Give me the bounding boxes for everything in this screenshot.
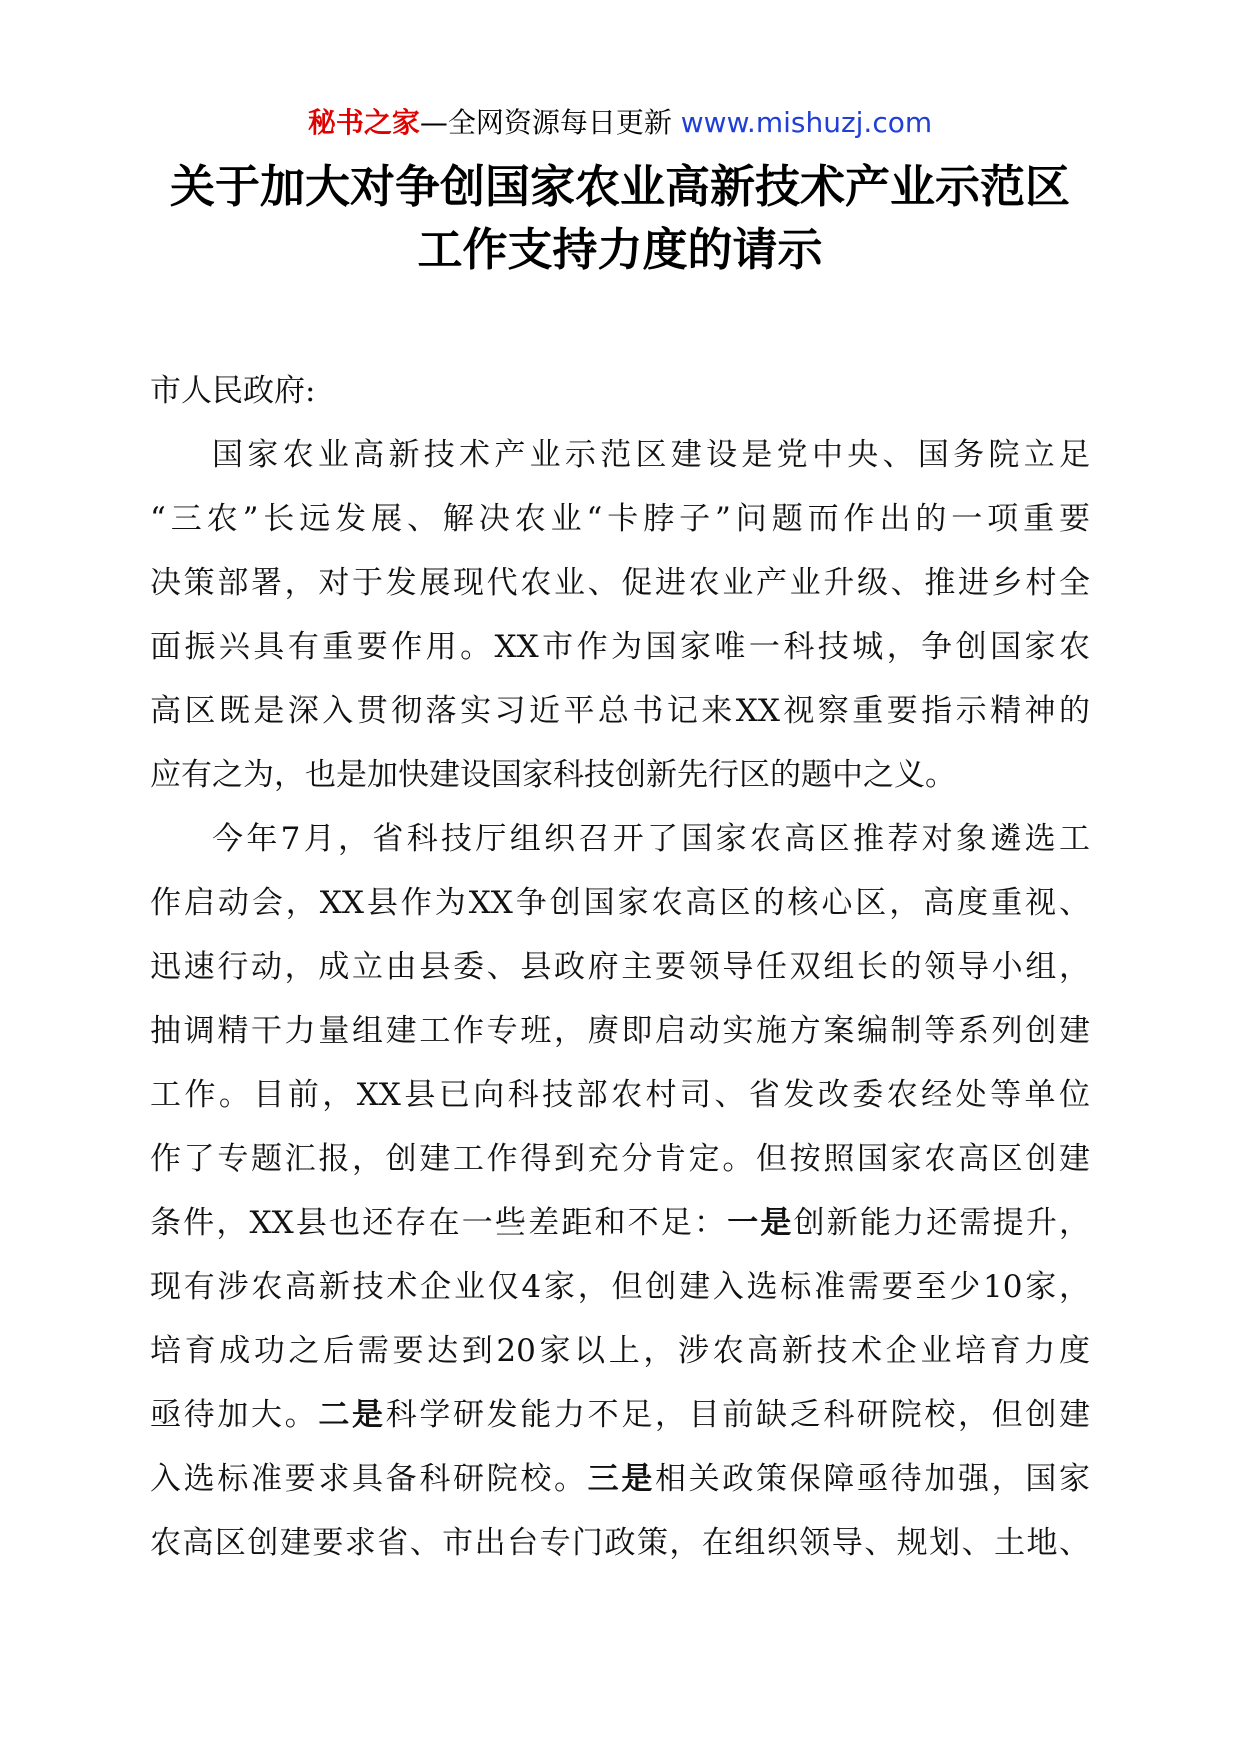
paragraph-line: 作了专题汇报，创建工作得到充分肯定。但按照国家农高区创建 [150,1141,1090,1177]
document-body [150,359,1090,1575]
paragraph-line: 今年7月，省科技厅组织召开了国家农高区推荐对象遴选工 [212,821,1090,857]
paragraph-line [150,1191,1090,1255]
paragraph-line: 农高区创建要求省、市出台专门政策，在组织领导、规划、土地、 [150,1525,1090,1561]
paragraph-line [150,1447,1090,1511]
site-brand: 秘书之家 [307,106,420,139]
point-marker-1: 一是 [727,1205,794,1241]
paragraph-1 [150,423,1090,807]
paragraph-line: 面振兴具有重要作用。XX市作为国家唯一科技城，争创国家农 [150,629,1090,665]
paragraph-line: “三农”长远发展、解决农业“卡脖子”问题而作出的一项重要 [150,501,1090,537]
paragraph-line: 现有涉农高新技术企业仅4家，但创建入选标准需要至少10家， [150,1269,1090,1305]
paragraph-line: 培育成功之后需要达到20家以上，涉农高新技术企业培育力度 [150,1333,1090,1369]
paragraph-line: 应有之为，也是加快建设国家科技创新先行区的题中之义。 [150,757,956,793]
text-segment: 创新能力还需提升， [793,1205,1090,1241]
text-segment: 相关政策保障亟待加强，国家 [655,1461,1090,1497]
text-segment: 入选标准要求具备科研院校。 [150,1461,588,1497]
site-banner [0,100,1240,146]
paragraph-line: 抽调精干力量组建工作专班，赓即启动实施方案编制等系列创建 [150,1013,1090,1049]
site-slogan: —全网资源每日更新 [419,106,681,139]
paragraph-2 [150,807,1090,1575]
document-title-line-2: 工作支持力度的请示 [417,223,823,276]
document-title-line-1: 关于加大对争创国家农业高新技术产业示范区 [169,160,1070,213]
paragraph-line [150,1383,1090,1447]
text-segment: 亟待加大。 [150,1397,319,1433]
paragraph-line: 决策部署，对于发展现代农业、促进农业产业升级、推进乡村全 [150,565,1090,601]
paragraph-line: 工作。目前，XX县已向科技部农村司、省发改委农经处等单位 [150,1077,1090,1113]
site-url-link[interactable]: www.mishuzj.com [680,106,933,139]
salutation: 市人民政府: [150,373,316,409]
text-segment: 科学研发能力不足，目前缺乏科研院校，但创建 [385,1397,1090,1433]
paragraph-line: 高区既是深入贯彻落实习近平总书记来XX视察重要指示精神的 [150,693,1090,729]
point-marker-2: 二是 [318,1397,386,1433]
paragraph-line: 作启动会，XX县作为XX争创国家农高区的核心区，高度重视、 [150,885,1090,921]
paragraph-line: 迅速行动，成立由县委、县政府主要领导任双组长的领导小组， [150,949,1090,985]
paragraph-line: 国家农业高新技术产业示范区建设是党中央、国务院立足 [212,437,1090,473]
text-segment: 条件，XX县也还存在一些差距和不足： [150,1205,728,1241]
point-marker-3: 三是 [587,1461,656,1497]
